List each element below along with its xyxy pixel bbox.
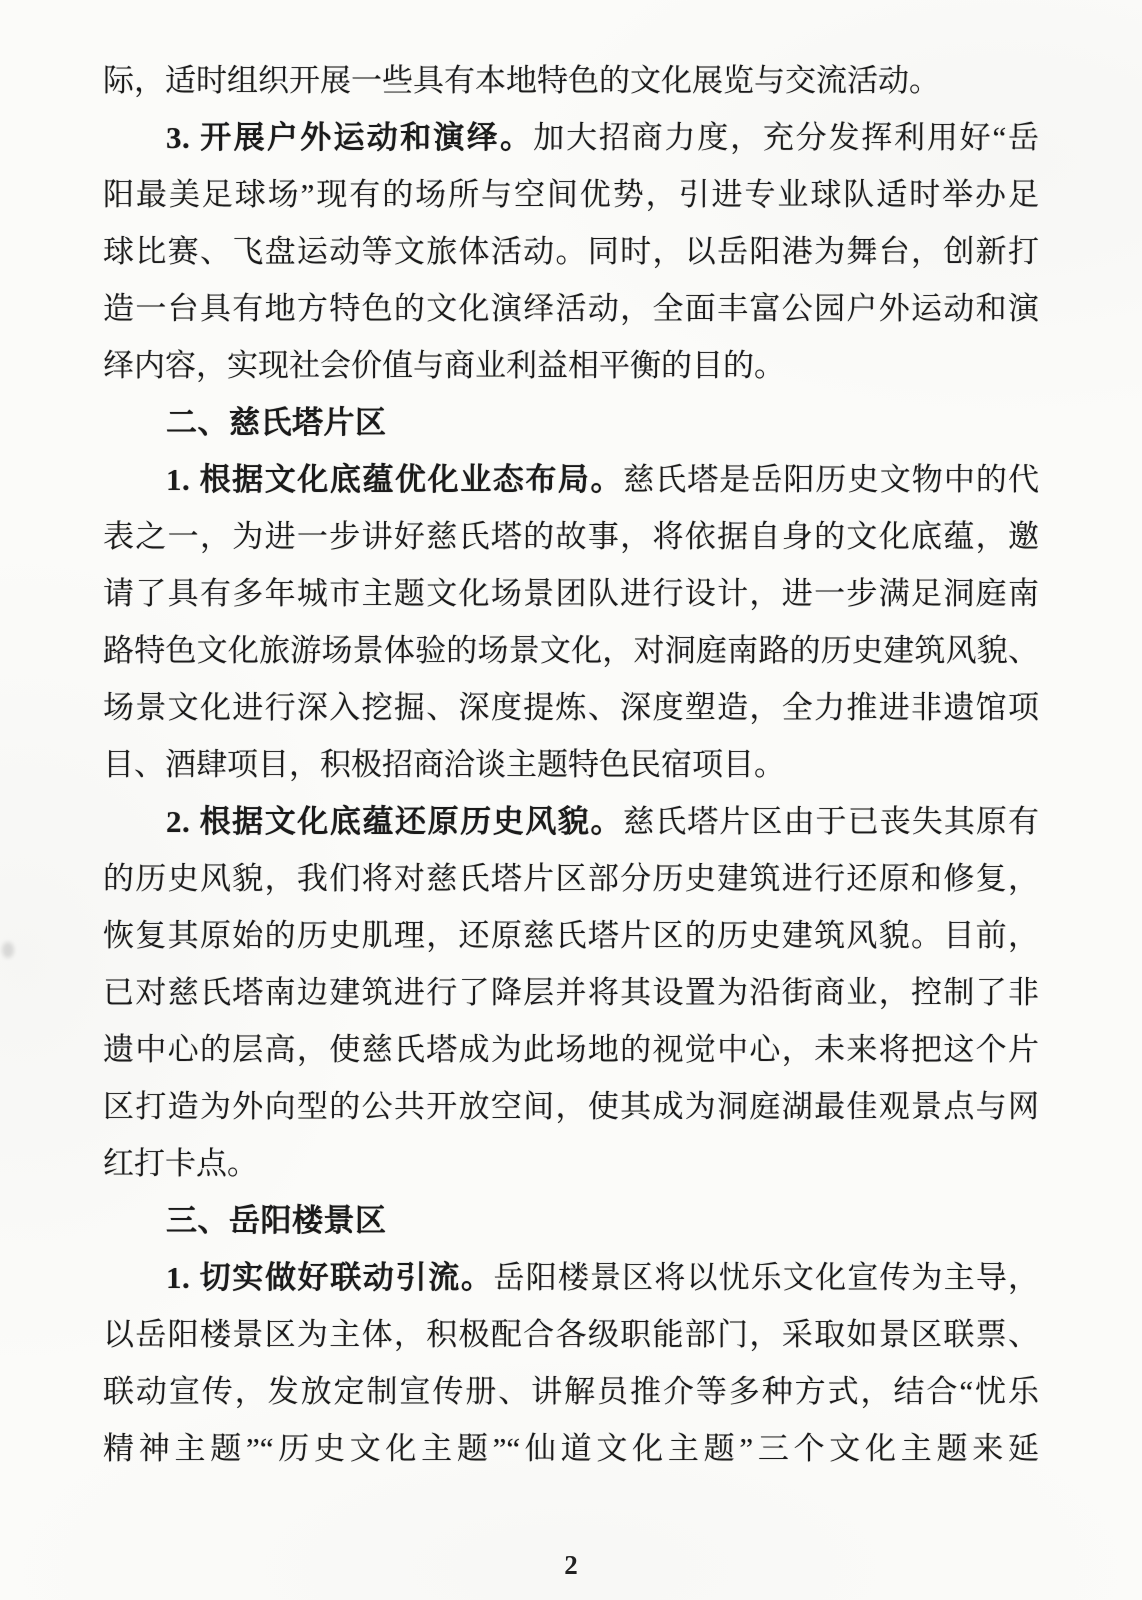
- text-line: [103, 622, 1039, 679]
- text-line: [103, 1135, 1039, 1192]
- heading-bold-text: 3. 开展户外运动和演绎。: [166, 120, 534, 155]
- text-line: [103, 1192, 1039, 1249]
- body-text: 恢复其原始的历史肌理，还原慈氏塔片区的历史建筑风貌。目前，: [103, 918, 1039, 953]
- text-line: [103, 736, 1039, 793]
- text-line: [103, 850, 1039, 907]
- body-text: 精神主题”“历史文化主题”“仙道文化主题”三个文化主题来延: [103, 1431, 1039, 1466]
- body-text: 岳阳楼景区将以忧乐文化宣传为主导，: [493, 1260, 1040, 1295]
- body-text: 遗中心的层高，使慈氏塔成为此场地的视觉中心，未来将把这个片: [103, 1032, 1039, 1067]
- body-text: 红打卡点。: [103, 1146, 258, 1181]
- text-line: [103, 679, 1039, 736]
- text-line: [103, 1363, 1039, 1420]
- body-text: 联动宣传，发放定制宣传册、讲解员推介等多种方式，结合“忧乐: [103, 1374, 1039, 1409]
- heading-bold-text: 三、岳阳楼景区: [166, 1203, 387, 1238]
- text-line: [103, 109, 1039, 166]
- text-line: [103, 793, 1039, 850]
- heading-bold-text: 二、慈氏塔片区: [166, 405, 387, 440]
- body-text: 目、酒肆项目，积极招商洽谈主题特色民宿项目。: [103, 747, 785, 782]
- body-text: 绎内容，实现社会价值与商业利益相平衡的目的。: [103, 348, 785, 383]
- body-text: 慈氏塔是岳阳历史文物中的代: [623, 462, 1039, 497]
- body-text: 请了具有多年城市主题文化场景团队进行设计，进一步满足洞庭南: [103, 576, 1039, 611]
- text-line: [103, 280, 1039, 337]
- text-line: [103, 52, 1039, 109]
- text-line: [103, 508, 1039, 565]
- scan-smudge: [2, 942, 14, 958]
- text-line: [103, 565, 1039, 622]
- text-line: [103, 964, 1039, 1021]
- body-text: 慈氏塔片区由于已丧失其原有: [623, 804, 1039, 839]
- body-text: 造一台具有地方特色的文化演绎活动，全面丰富公园户外运动和演: [103, 291, 1039, 326]
- text-line: [103, 337, 1039, 394]
- body-text: 的历史风貌，我们将对慈氏塔片区部分历史建筑进行还原和修复，: [103, 861, 1039, 896]
- body-text: 球比赛、飞盘运动等文旅体活动。同时，以岳阳港为舞台，创新打: [103, 234, 1039, 269]
- body-text: 区打造为外向型的公共开放空间，使其成为洞庭湖最佳观景点与网: [103, 1089, 1039, 1124]
- text-line: [103, 1078, 1039, 1135]
- heading-bold-text: 1. 切实做好联动引流。: [166, 1260, 494, 1295]
- text-line: [103, 394, 1039, 451]
- body-text: 表之一，为进一步讲好慈氏塔的故事，将依据自身的文化底蕴，邀: [103, 519, 1039, 554]
- body-text: 以岳阳楼景区为主体，积极配合各级职能部门，采取如景区联票、: [103, 1317, 1039, 1352]
- text-line: [103, 223, 1039, 280]
- body-text: 场景文化进行深入挖掘、深度提炼、深度塑造，全力推进非遗馆项: [103, 690, 1039, 725]
- body-text: 路特色文化旅游场景体验的场景文化，对洞庭南路的历史建筑风貌、: [103, 633, 1039, 668]
- document-body: [103, 52, 1039, 1477]
- heading-bold-text: 2. 根据文化底蕴还原历史风貌。: [166, 804, 624, 839]
- text-line: [103, 451, 1039, 508]
- text-line: [103, 1249, 1039, 1306]
- body-text: 加大招商力度，充分发挥利用好“岳: [533, 120, 1040, 155]
- page-number: 2: [564, 1550, 578, 1580]
- heading-bold-text: 1. 根据文化底蕴优化业态布局。: [166, 462, 624, 497]
- text-line: [103, 907, 1039, 964]
- text-line: [103, 166, 1039, 223]
- body-text: 已对慈氏塔南边建筑进行了降层并将其设置为沿街商业，控制了非: [103, 975, 1039, 1010]
- text-line: [103, 1021, 1039, 1078]
- text-line: [103, 1420, 1039, 1477]
- body-text: 阳最美足球场”现有的场所与空间优势，引进专业球队适时举办足: [103, 177, 1039, 212]
- text-line: [103, 1306, 1039, 1363]
- scan-smudge: [834, 1110, 840, 1116]
- body-text: 际，适时组织开展一些具有本地特色的文化展览与交流活动。: [103, 63, 940, 98]
